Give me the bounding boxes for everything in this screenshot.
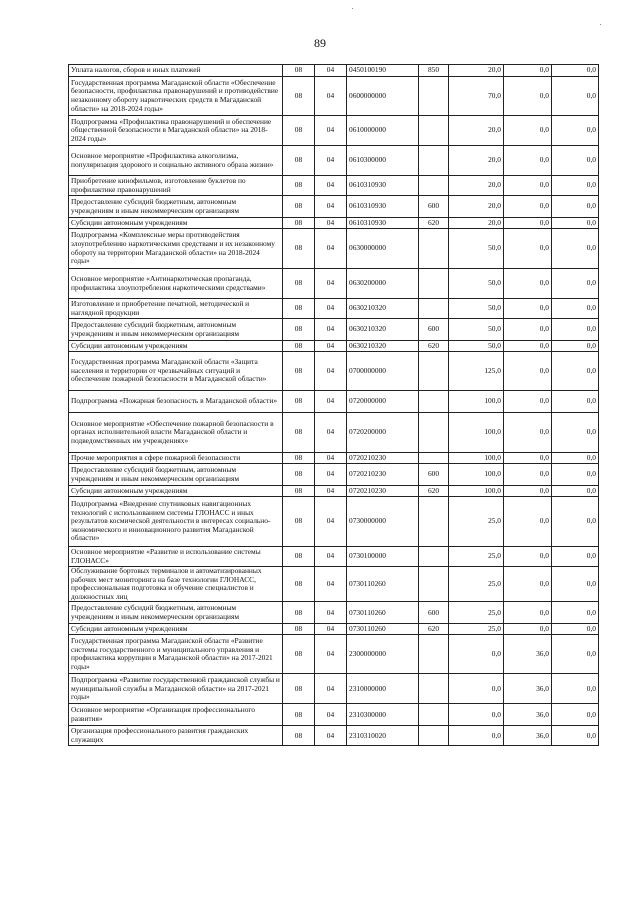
- target-article-code: 0630210320: [347, 341, 419, 352]
- expense-type-code: [419, 352, 449, 391]
- table-row: [69, 497, 599, 547]
- expense-type-code: 600: [419, 602, 449, 624]
- section-code: 08: [283, 65, 315, 77]
- amount-year-3: 0,0: [552, 299, 599, 319]
- amount-year-2: 0,0: [504, 486, 552, 497]
- amount-year-3: 0,0: [552, 229, 599, 269]
- table-row: [69, 77, 599, 116]
- target-article-code: 2300000000: [347, 635, 419, 674]
- subsection-code: 04: [315, 269, 347, 299]
- target-article-code: 0720210230: [347, 453, 419, 464]
- subsection-code: 04: [315, 602, 347, 624]
- section-code: 08: [283, 352, 315, 391]
- table-row: [69, 352, 599, 391]
- subsection-code: 04: [315, 726, 347, 746]
- row-name: Уплата налогов, сборов и иных платежей: [69, 65, 283, 77]
- amount-year-2: 36,0: [504, 674, 552, 704]
- amount-year-1: 0,0: [449, 674, 504, 704]
- section-code: 08: [283, 299, 315, 319]
- table-row: [69, 453, 599, 464]
- section-code: 08: [283, 635, 315, 674]
- row-name: Приобретение кинофильмов, изготовление буклетов по профилактике правонарушений: [69, 176, 283, 196]
- page-number: 89: [314, 36, 326, 50]
- amount-year-2: 0,0: [504, 269, 552, 299]
- target-article-code: 0700000000: [347, 352, 419, 391]
- section-code: 08: [283, 567, 315, 602]
- table-row: [69, 65, 599, 77]
- amount-year-2: 36,0: [504, 635, 552, 674]
- subsection-code: 04: [315, 196, 347, 218]
- amount-year-1: 20,0: [449, 196, 504, 218]
- amount-year-3: 0,0: [552, 547, 599, 567]
- row-name: Подпрограмма «Внедрение спутниковых навигационных технологий с использованием системы ГЛОНАСС и иных результатов космической деятельности в интересах социально-экономического и инновационного развития Магаданской области»: [69, 497, 283, 547]
- amount-year-1: 25,0: [449, 567, 504, 602]
- row-name: Подпрограмма «Пожарная безопасность в Магаданской области»: [69, 391, 283, 413]
- table-row: [69, 391, 599, 413]
- subsection-code: 04: [315, 77, 347, 116]
- target-article-code: 0630200000: [347, 269, 419, 299]
- expense-type-code: [419, 116, 449, 146]
- amount-year-1: 100,0: [449, 391, 504, 413]
- amount-year-3: 0,0: [552, 635, 599, 674]
- expense-type-code: 620: [419, 341, 449, 352]
- section-code: 08: [283, 497, 315, 547]
- amount-year-2: 0,0: [504, 229, 552, 269]
- subsection-code: 04: [315, 299, 347, 319]
- section-code: 08: [283, 218, 315, 229]
- amount-year-3: 0,0: [552, 176, 599, 196]
- amount-year-3: 0,0: [552, 602, 599, 624]
- amount-year-2: 36,0: [504, 704, 552, 726]
- amount-year-2: 0,0: [504, 319, 552, 341]
- target-article-code: 0610310930: [347, 176, 419, 196]
- amount-year-2: 0,0: [504, 218, 552, 229]
- amount-year-3: 0,0: [552, 391, 599, 413]
- section-code: 08: [283, 704, 315, 726]
- amount-year-1: 50,0: [449, 229, 504, 269]
- table-row: [69, 341, 599, 352]
- expense-type-code: 620: [419, 218, 449, 229]
- table-row: [69, 319, 599, 341]
- subsection-code: 04: [315, 567, 347, 602]
- amount-year-1: 100,0: [449, 486, 504, 497]
- amount-year-3: 0,0: [552, 77, 599, 116]
- target-article-code: 0730100000: [347, 547, 419, 567]
- amount-year-3: 0,0: [552, 196, 599, 218]
- subsection-code: 04: [315, 341, 347, 352]
- amount-year-2: 0,0: [504, 77, 552, 116]
- target-article-code: 2310000000: [347, 674, 419, 704]
- amount-year-2: 0,0: [504, 624, 552, 635]
- subsection-code: 04: [315, 352, 347, 391]
- amount-year-2: 0,0: [504, 116, 552, 146]
- amount-year-1: 20,0: [449, 146, 504, 176]
- target-article-code: 0610000000: [347, 116, 419, 146]
- amount-year-2: 0,0: [504, 196, 552, 218]
- target-article-code: 0450100190: [347, 65, 419, 77]
- expense-type-code: [419, 391, 449, 413]
- amount-year-3: 0,0: [552, 486, 599, 497]
- amount-year-1: 50,0: [449, 299, 504, 319]
- expense-type-code: [419, 146, 449, 176]
- amount-year-1: 25,0: [449, 602, 504, 624]
- amount-year-2: 0,0: [504, 341, 552, 352]
- table-row: [69, 486, 599, 497]
- subsection-code: 04: [315, 704, 347, 726]
- target-article-code: 0730000000: [347, 497, 419, 547]
- row-name: Субсидии автономным учреждениям: [69, 341, 283, 352]
- amount-year-3: 0,0: [552, 218, 599, 229]
- table-row: [69, 146, 599, 176]
- row-name: Субсидии автономным учреждениям: [69, 624, 283, 635]
- amount-year-3: 0,0: [552, 624, 599, 635]
- expense-type-code: [419, 567, 449, 602]
- amount-year-1: 70,0: [449, 77, 504, 116]
- section-code: 08: [283, 77, 315, 116]
- section-code: 08: [283, 453, 315, 464]
- section-code: 08: [283, 319, 315, 341]
- row-name: Государственная программа Магаданской области «Развитие системы государственного и муниципального управления и профилактика коррупции в Магаданской области» на 2017-2021 годы»: [69, 635, 283, 674]
- table-row: [69, 635, 599, 674]
- subsection-code: 04: [315, 65, 347, 77]
- amount-year-2: 0,0: [504, 146, 552, 176]
- target-article-code: 2310300000: [347, 704, 419, 726]
- subsection-code: 04: [315, 413, 347, 453]
- amount-year-2: 0,0: [504, 352, 552, 391]
- section-code: 08: [283, 341, 315, 352]
- expense-type-code: [419, 635, 449, 674]
- amount-year-2: 0,0: [504, 567, 552, 602]
- row-name: Предоставление субсидий бюджетным, автономным учреждениям и иным некоммерческим организациям: [69, 464, 283, 486]
- row-name: Субсидии автономным учреждениям: [69, 218, 283, 229]
- amount-year-2: 0,0: [504, 299, 552, 319]
- row-name: Основное мероприятие «Антинаркотическая пропаганда, профилактика злоупотребления наркотическими средствами»: [69, 269, 283, 299]
- row-name: Предоставление субсидий бюджетным, автономным учреждениям и иным некоммерческим организациям: [69, 319, 283, 341]
- section-code: 08: [283, 176, 315, 196]
- amount-year-1: 100,0: [449, 413, 504, 453]
- amount-year-3: 0,0: [552, 352, 599, 391]
- amount-year-1: 20,0: [449, 116, 504, 146]
- section-code: 08: [283, 269, 315, 299]
- row-name: Предоставление субсидий бюджетным, автономным учреждениям и иным некоммерческим организациям: [69, 196, 283, 218]
- subsection-code: 04: [315, 486, 347, 497]
- amount-year-1: 20,0: [449, 65, 504, 77]
- expense-type-code: [419, 413, 449, 453]
- subsection-code: 04: [315, 635, 347, 674]
- table-row: [69, 413, 599, 453]
- row-name: Подпрограмма «Комплексные меры противодействия злоупотреблению наркотическими средствами и их незаконному обороту на территории Магаданской области» на 2018-2024 годы»: [69, 229, 283, 269]
- section-code: 08: [283, 196, 315, 218]
- table-row: [69, 726, 599, 746]
- expense-type-code: 600: [419, 196, 449, 218]
- amount-year-3: 0,0: [552, 497, 599, 547]
- subsection-code: 04: [315, 497, 347, 547]
- table-row: [69, 547, 599, 567]
- expense-type-code: [419, 269, 449, 299]
- target-article-code: 0730110260: [347, 624, 419, 635]
- amount-year-1: 100,0: [449, 453, 504, 464]
- amount-year-1: 100,0: [449, 464, 504, 486]
- row-name: Изготовление и приобретение печатной, методической и наглядной продукции: [69, 299, 283, 319]
- amount-year-3: 0,0: [552, 341, 599, 352]
- target-article-code: 0720210230: [347, 486, 419, 497]
- amount-year-3: 0,0: [552, 413, 599, 453]
- table-row: [69, 269, 599, 299]
- amount-year-3: 0,0: [552, 704, 599, 726]
- target-article-code: 0630210320: [347, 299, 419, 319]
- subsection-code: 04: [315, 624, 347, 635]
- expense-type-code: [419, 674, 449, 704]
- amount-year-3: 0,0: [552, 65, 599, 77]
- table-row: [69, 624, 599, 635]
- target-article-code: 0600000000: [347, 77, 419, 116]
- row-name: Основное мероприятие «Обеспечение пожарной безопасности в органах исполнительной власти Магаданской области и подведомственных им учреждениях»: [69, 413, 283, 453]
- amount-year-3: 0,0: [552, 567, 599, 602]
- subsection-code: 04: [315, 229, 347, 269]
- amount-year-1: 0,0: [449, 726, 504, 746]
- scan-mark: [352, 8, 353, 9]
- subsection-code: 04: [315, 453, 347, 464]
- amount-year-2: 0,0: [504, 413, 552, 453]
- subsection-code: 04: [315, 176, 347, 196]
- amount-year-3: 0,0: [552, 464, 599, 486]
- amount-year-1: 50,0: [449, 341, 504, 352]
- target-article-code: 0720000000: [347, 391, 419, 413]
- target-article-code: 0720210230: [347, 464, 419, 486]
- expense-type-code: [419, 176, 449, 196]
- amount-year-3: 0,0: [552, 116, 599, 146]
- target-article-code: 0630210320: [347, 319, 419, 341]
- amount-year-3: 0,0: [552, 674, 599, 704]
- table-row: [69, 116, 599, 146]
- table-row: [69, 567, 599, 602]
- section-code: 08: [283, 146, 315, 176]
- expense-type-code: [419, 726, 449, 746]
- subsection-code: 04: [315, 464, 347, 486]
- expense-type-code: [419, 299, 449, 319]
- table-row: [69, 464, 599, 486]
- expense-type-code: [419, 453, 449, 464]
- row-name: Субсидии автономным учреждениям: [69, 486, 283, 497]
- row-name: Прочие мероприятия в сфере пожарной безопасности: [69, 453, 283, 464]
- section-code: 08: [283, 391, 315, 413]
- target-article-code: 0610310930: [347, 218, 419, 229]
- row-name: Подпрограмма «Профилактика правонарушений и обеспечение общественной безопасности в Магаданской области» на 2018-2024 годы»: [69, 116, 283, 146]
- target-article-code: 0720200000: [347, 413, 419, 453]
- subsection-code: 04: [315, 674, 347, 704]
- section-code: 08: [283, 413, 315, 453]
- row-name: Организация профессионального развития гражданских служащих: [69, 726, 283, 746]
- section-code: 08: [283, 547, 315, 567]
- row-name: Основное мероприятие «Развитие и использование системы ГЛОНАСС»: [69, 547, 283, 567]
- section-code: 08: [283, 486, 315, 497]
- expense-type-code: [419, 77, 449, 116]
- table-row: [69, 299, 599, 319]
- expense-type-code: 620: [419, 486, 449, 497]
- amount-year-1: 50,0: [449, 319, 504, 341]
- amount-year-1: 20,0: [449, 218, 504, 229]
- amount-year-1: 25,0: [449, 497, 504, 547]
- amount-year-2: 0,0: [504, 391, 552, 413]
- expense-type-code: 600: [419, 464, 449, 486]
- section-code: 08: [283, 624, 315, 635]
- section-code: 08: [283, 229, 315, 269]
- amount-year-1: 25,0: [449, 624, 504, 635]
- amount-year-3: 0,0: [552, 453, 599, 464]
- amount-year-3: 0,0: [552, 146, 599, 176]
- scan-mark: [600, 24, 601, 25]
- subsection-code: 04: [315, 218, 347, 229]
- amount-year-3: 0,0: [552, 269, 599, 299]
- amount-year-2: 0,0: [504, 464, 552, 486]
- budget-table-body: [69, 65, 599, 746]
- expense-type-code: 850: [419, 65, 449, 77]
- expense-type-code: 620: [419, 624, 449, 635]
- row-name: Подпрограмма «Развитие государственной гражданской службы и муниципальной службы в Магаданской области» на 2017-2021 годы»: [69, 674, 283, 704]
- amount-year-2: 0,0: [504, 602, 552, 624]
- row-name: Предоставление субсидий бюджетным, автономным учреждениям и иным некоммерческим организациям: [69, 602, 283, 624]
- target-article-code: 0610310930: [347, 196, 419, 218]
- table-row: [69, 704, 599, 726]
- amount-year-1: 25,0: [449, 547, 504, 567]
- amount-year-1: 50,0: [449, 269, 504, 299]
- section-code: 08: [283, 674, 315, 704]
- expense-type-code: [419, 497, 449, 547]
- amount-year-1: 20,0: [449, 176, 504, 196]
- target-article-code: 0610300000: [347, 146, 419, 176]
- subsection-code: 04: [315, 116, 347, 146]
- target-article-code: 0730110260: [347, 602, 419, 624]
- row-name: Обслуживание бортовых терминалов и автоматизированных рабочих мест мониторинга на базе технологии ГЛОНАСС, профессиональная подготовка и обучение специалистов и должностных лиц: [69, 567, 283, 602]
- table-row: [69, 218, 599, 229]
- section-code: 08: [283, 464, 315, 486]
- row-name: Государственная программа Магаданской области «Защита населения и территории от чрезвычайных ситуаций и обеспечение пожарной безопасности в Магаданской области»: [69, 352, 283, 391]
- amount-year-2: 36,0: [504, 726, 552, 746]
- amount-year-2: 0,0: [504, 497, 552, 547]
- section-code: 08: [283, 116, 315, 146]
- table-row: [69, 602, 599, 624]
- amount-year-2: 0,0: [504, 453, 552, 464]
- amount-year-1: 125,0: [449, 352, 504, 391]
- table-row: [69, 674, 599, 704]
- target-article-code: 0630000000: [347, 229, 419, 269]
- amount-year-3: 0,0: [552, 319, 599, 341]
- section-code: 08: [283, 726, 315, 746]
- subsection-code: 04: [315, 319, 347, 341]
- table-row: [69, 229, 599, 269]
- subsection-code: 04: [315, 547, 347, 567]
- amount-year-2: 0,0: [504, 547, 552, 567]
- amount-year-1: 0,0: [449, 704, 504, 726]
- amount-year-2: 0,0: [504, 65, 552, 77]
- expense-type-code: [419, 704, 449, 726]
- target-article-code: 2310310020: [347, 726, 419, 746]
- subsection-code: 04: [315, 391, 347, 413]
- table-row: [69, 196, 599, 218]
- expense-type-code: [419, 547, 449, 567]
- row-name: Основное мероприятие «Профилактика алкоголизма, популяризация здорового и социально активного образа жизни»: [69, 146, 283, 176]
- row-name: Государственная программа Магаданской области «Обеспечение безопасности, профилактика правонарушений и противодействие незаконному обороту наркотических средств в Магаданской области» на 2018-2024 годы»: [69, 77, 283, 116]
- amount-year-3: 0,0: [552, 726, 599, 746]
- target-article-code: 0730110260: [347, 567, 419, 602]
- budget-table: [68, 64, 599, 746]
- amount-year-2: 0,0: [504, 176, 552, 196]
- section-code: 08: [283, 602, 315, 624]
- expense-type-code: [419, 229, 449, 269]
- amount-year-1: 0,0: [449, 635, 504, 674]
- subsection-code: 04: [315, 146, 347, 176]
- row-name: Основное мероприятие «Организация профессионального развития»: [69, 704, 283, 726]
- expense-type-code: 600: [419, 319, 449, 341]
- table-row: [69, 176, 599, 196]
